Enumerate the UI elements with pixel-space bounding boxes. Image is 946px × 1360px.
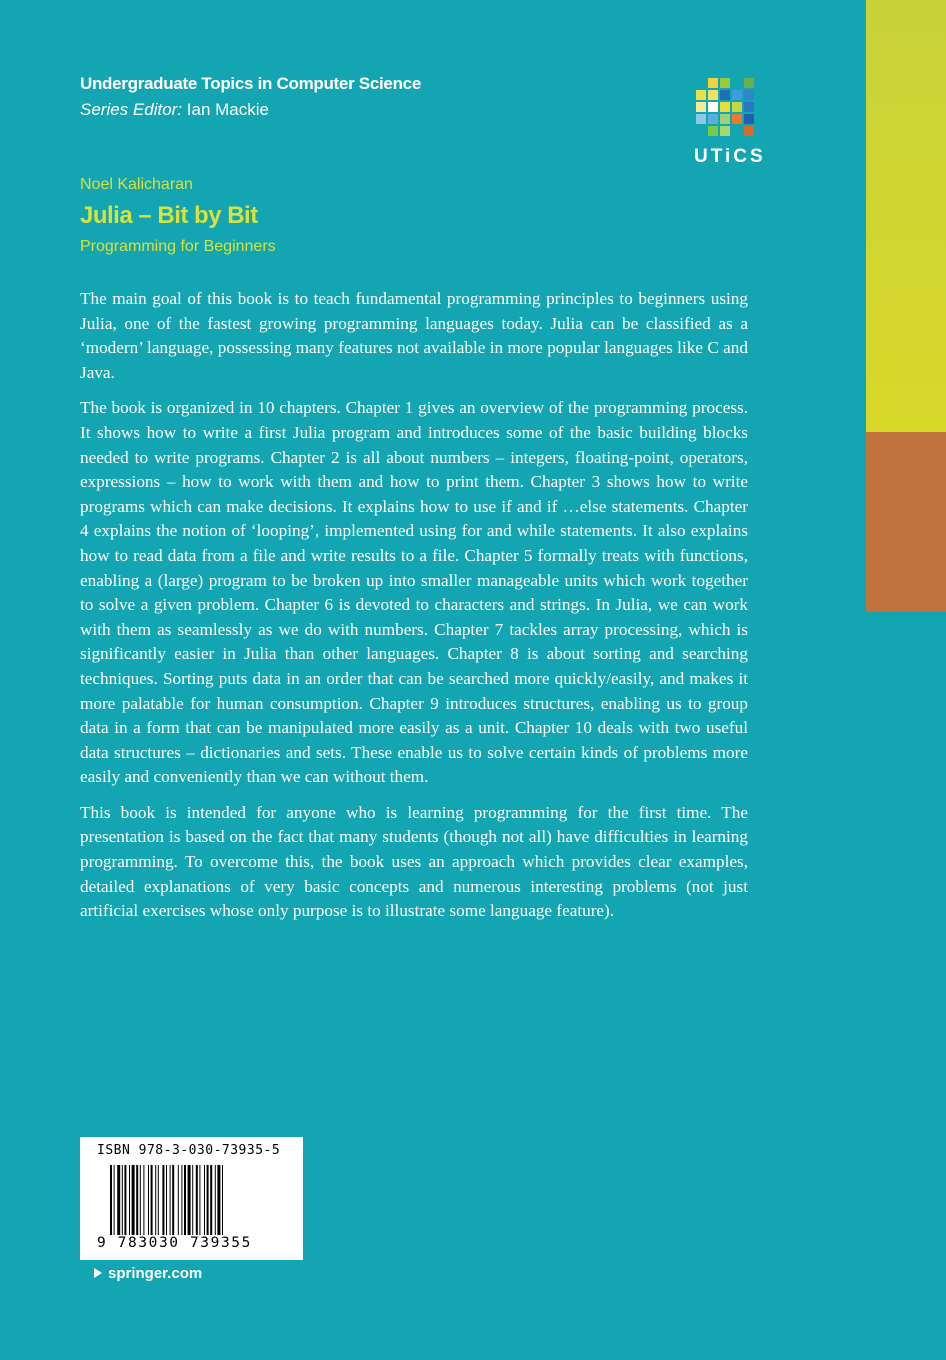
series-editor (80, 100, 421, 120)
utics-logo (694, 78, 766, 168)
barcode-bars (110, 1165, 290, 1235)
book-title: Julia – Bit by Bit (80, 202, 258, 229)
blurb-text (80, 287, 748, 935)
spine-yellow-band (866, 0, 946, 432)
arrow-right-icon (94, 1268, 102, 1278)
spine-edge (866, 0, 946, 1360)
spine-orange-band (866, 432, 946, 612)
blurb-paragraph: The book is organized in 10 chapters. Chapter 1 gives an overview of the programming process. It shows how to write a first Julia program and introduces some of the basic building blocks needed to write programs. Chapter 2 is all about numbers – integers, floating-point, operators, expressions – how to work with them and how to print them. Chapter 3 shows how to write programs which can make decisions. It explains how to use if and if …else statements. Chapter 4 explains the notion of ‘looping’, implemented using for and while statements. It also explains how to read data from a file and write results to a file. Chapter 5 formally treats with functions, enabling a (large) program to be broken up into smaller manageable units which work together to solve a given problem. Chapter 6 is devoted to characters and strings. In Julia, we can work with them as seamlessly as we do with numbers. Chapter 7 tackles array processing, which is significantly easier in Julia than other languages. Chapter 8 is about sorting and searching techniques. Sorting puts data in an order that can be searched more quickly/easily, and makes it more palatable for human consumption. Chapter 9 introduces structures, enabling us to group data in a form that can be manipulated more easily as a unit. Chapter 10 deals with two useful data structures – dictionaries and sets. These enable us to solve certain kinds of problems more easily and conveniently than we can without them. (80, 398, 748, 787)
series-header (80, 74, 421, 120)
isbn-text: ISBN 978-3-030-73935-5 (97, 1143, 281, 1158)
book-subtitle: Programming for Beginners (80, 238, 276, 255)
isbn-barcode (80, 1137, 303, 1260)
blurb-paragraph: This book is intended for anyone who is learning programming for the first time. The presentation is based on the fact that many students (though not all) have difficulties in learning programming. To overcome this, the book uses an approach which provides clear examples, detailed explanations of very basic concepts and numerous interesting problems (not just artificial exercises whose only purpose is to illustrate some language feature). (80, 802, 748, 921)
series-editor-label: Series Editor: (80, 100, 183, 119)
series-editor-name: Ian Mackie (186, 100, 269, 119)
springer-link[interactable] (94, 1265, 202, 1282)
barcode-digits: 9 783030 739355 (97, 1235, 252, 1251)
series-title: Undergraduate Topics in Computer Science (80, 74, 421, 93)
book-author: Noel Kalicharan (80, 176, 193, 193)
springer-link-text: springer.com (108, 1265, 203, 1282)
blurb-paragraph: The main goal of this book is to teach fundamental programming principles to beginners using Julia, one of the fastest growing programming languages today. Julia can be classified as a ‘modern’ language, possessing many features not available in more popular languages like C and Java. (80, 289, 748, 382)
logo-text: UTiCS (694, 146, 766, 167)
utics-pixel-grid-logo-icon (694, 78, 758, 140)
